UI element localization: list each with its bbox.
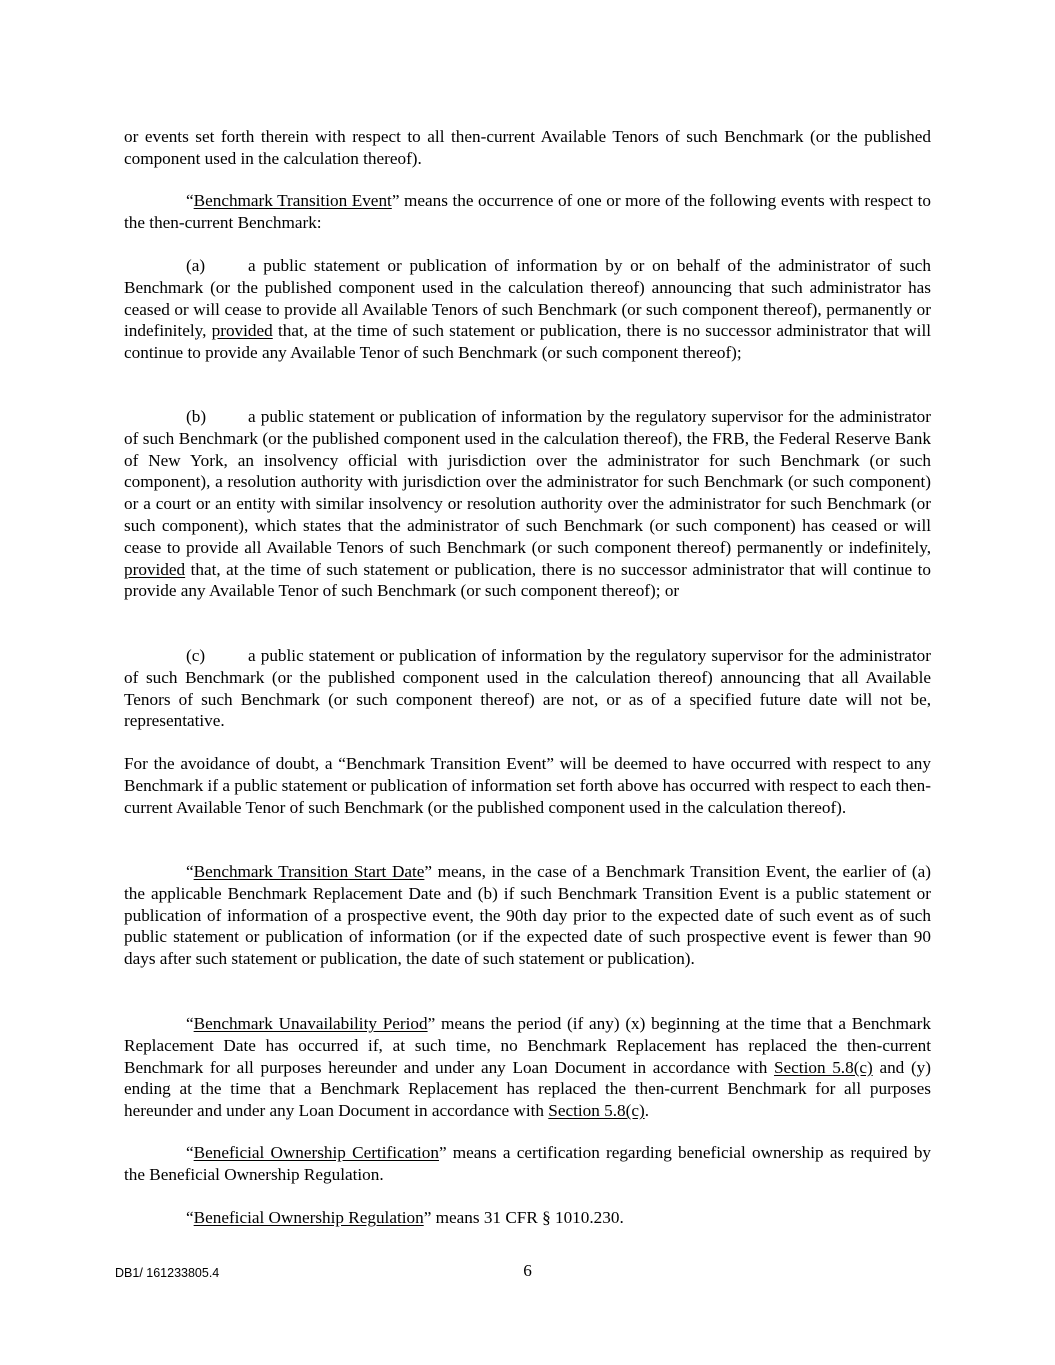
- section-reference: Section 5.8(c): [548, 1101, 645, 1121]
- clause-b: (b) a public statement or publication of information by the regulatory supervisor for the administrator of such Benchmark (or the published component used in the calculation thereof), the FRB, the Federal Reserve Bank of New York, an insolvency official with jurisdiction over the administrator for such Benchmark (or such component), a resolution authority with jurisdiction over the administrator for such Benchmark (or such component) or a court or an entity with similar insolvency or resolution authority over the administrator for such Benchmark (or such component), which states that the administrator of such Benchmark (or such component) has ceased or will cease to provide all Available Tenors of such Benchmark (or such component thereof) permanently or indefinitely, provided that, at the time of such statement or publication, there is no successor administrator that will continue to provide any Available Tenor of such Benchmark (or such component thereof); or: [124, 407, 931, 601]
- clause-a: (a) a public statement or publication of information by or on behalf of the administrator of such Benchmark (or the published component used in the calculation thereof) announcing that such administrator has ceased or will cease to provide all Available Tenors of such Benchmark (or such component thereof), permanently or indefinitely, provided that, at the time of such statement or publication, there is no successor administrator that will continue to provide any Available Tenor of such Benchmark (or such component thereof);: [124, 256, 931, 363]
- definition-benchmark-transition-start-date: “Benchmark Transition Start Date” means, in the case of a Benchmark Transition Event, the earlier of (a) the applicable Benchmark Replacement Date and (b) if such Benchmark Transition Event is a public statement or publication of information of a prospective event, the 90th day prior to the expected date of such event as of such public statement or publication of information (or if the expected date of such prospective event is fewer than 90 days after such statement or publication, the date of such statement or publication).: [124, 862, 931, 969]
- definition-beneficial-ownership-certification: “Beneficial Ownership Certification” means a certification regarding beneficial ownership as required by the Beneficial Ownership Regulation.: [124, 1143, 932, 1184]
- defined-term: Benchmark Unavailability Period: [193, 1014, 428, 1033]
- clause-label: (c): [186, 646, 206, 665]
- definition-benchmark-transition-event: “Benchmark Transition Event” means the occurrence of one or more of the following events with respect to the then-current Benchmark:: [124, 191, 931, 232]
- footer-document-id: DB1/ 161233805.4: [115, 1266, 220, 1280]
- defined-term: Benchmark Transition Start Date: [193, 862, 425, 881]
- definition-benchmark-unavailability-period: “Benchmark Unavailability Period” means the period (if any) (x) beginning at the time that a Benchmark Replacement Date has occurred if, at such time, no Benchmark Replacement has replaced the then-current Benchmark for all purposes hereunder and under any Loan Document in accordance with Section 5.8(c) and (y) ending at the time that a Benchmark Replacement has replaced the then-current Benchmark for all purposes hereunder and under any Loan Document in accordance with Section 5.8(c).: [124, 1014, 931, 1121]
- defined-term: Benchmark Transition Event: [193, 191, 392, 210]
- clause-c: (c) a public statement or publication of information by the regulatory supervisor for the administrator of such Benchmark (or the published component used in the calculation thereof) announcing that all Available Tenors of such Benchmark (or such component thereof) are not, or as of a specified future date will not be, representative.: [124, 646, 931, 731]
- section-reference: Section 5.8(c): [773, 1057, 873, 1077]
- provided-term: provided: [211, 321, 273, 341]
- defined-term: Beneficial Ownership Regulation: [193, 1208, 424, 1227]
- provided-term: provided: [124, 559, 186, 579]
- clause-label: (a): [186, 256, 206, 275]
- page-number: 6: [523, 1261, 532, 1280]
- definition-beneficial-ownership-regulation: “Beneficial Ownership Regulation” means 31 CFR § 1010.230.: [186, 1208, 624, 1227]
- avoidance-of-doubt-paragraph: For the avoidance of doubt, a “Benchmark Transition Event” will be deemed to have occurred with respect to any Benchmark if a public statement or publication of information set forth above has occurred with respect to each then-current Available Tenor of such Benchmark (or the published component used in the calculation thereof).: [124, 754, 931, 817]
- paragraph-continuation: or events set forth therein with respect to all then-current Available Tenors of such Benchmark (or the published component used in the calculation thereof).: [124, 127, 931, 168]
- clause-label: (b): [186, 407, 207, 426]
- defined-term: Beneficial Ownership Certification: [193, 1143, 439, 1162]
